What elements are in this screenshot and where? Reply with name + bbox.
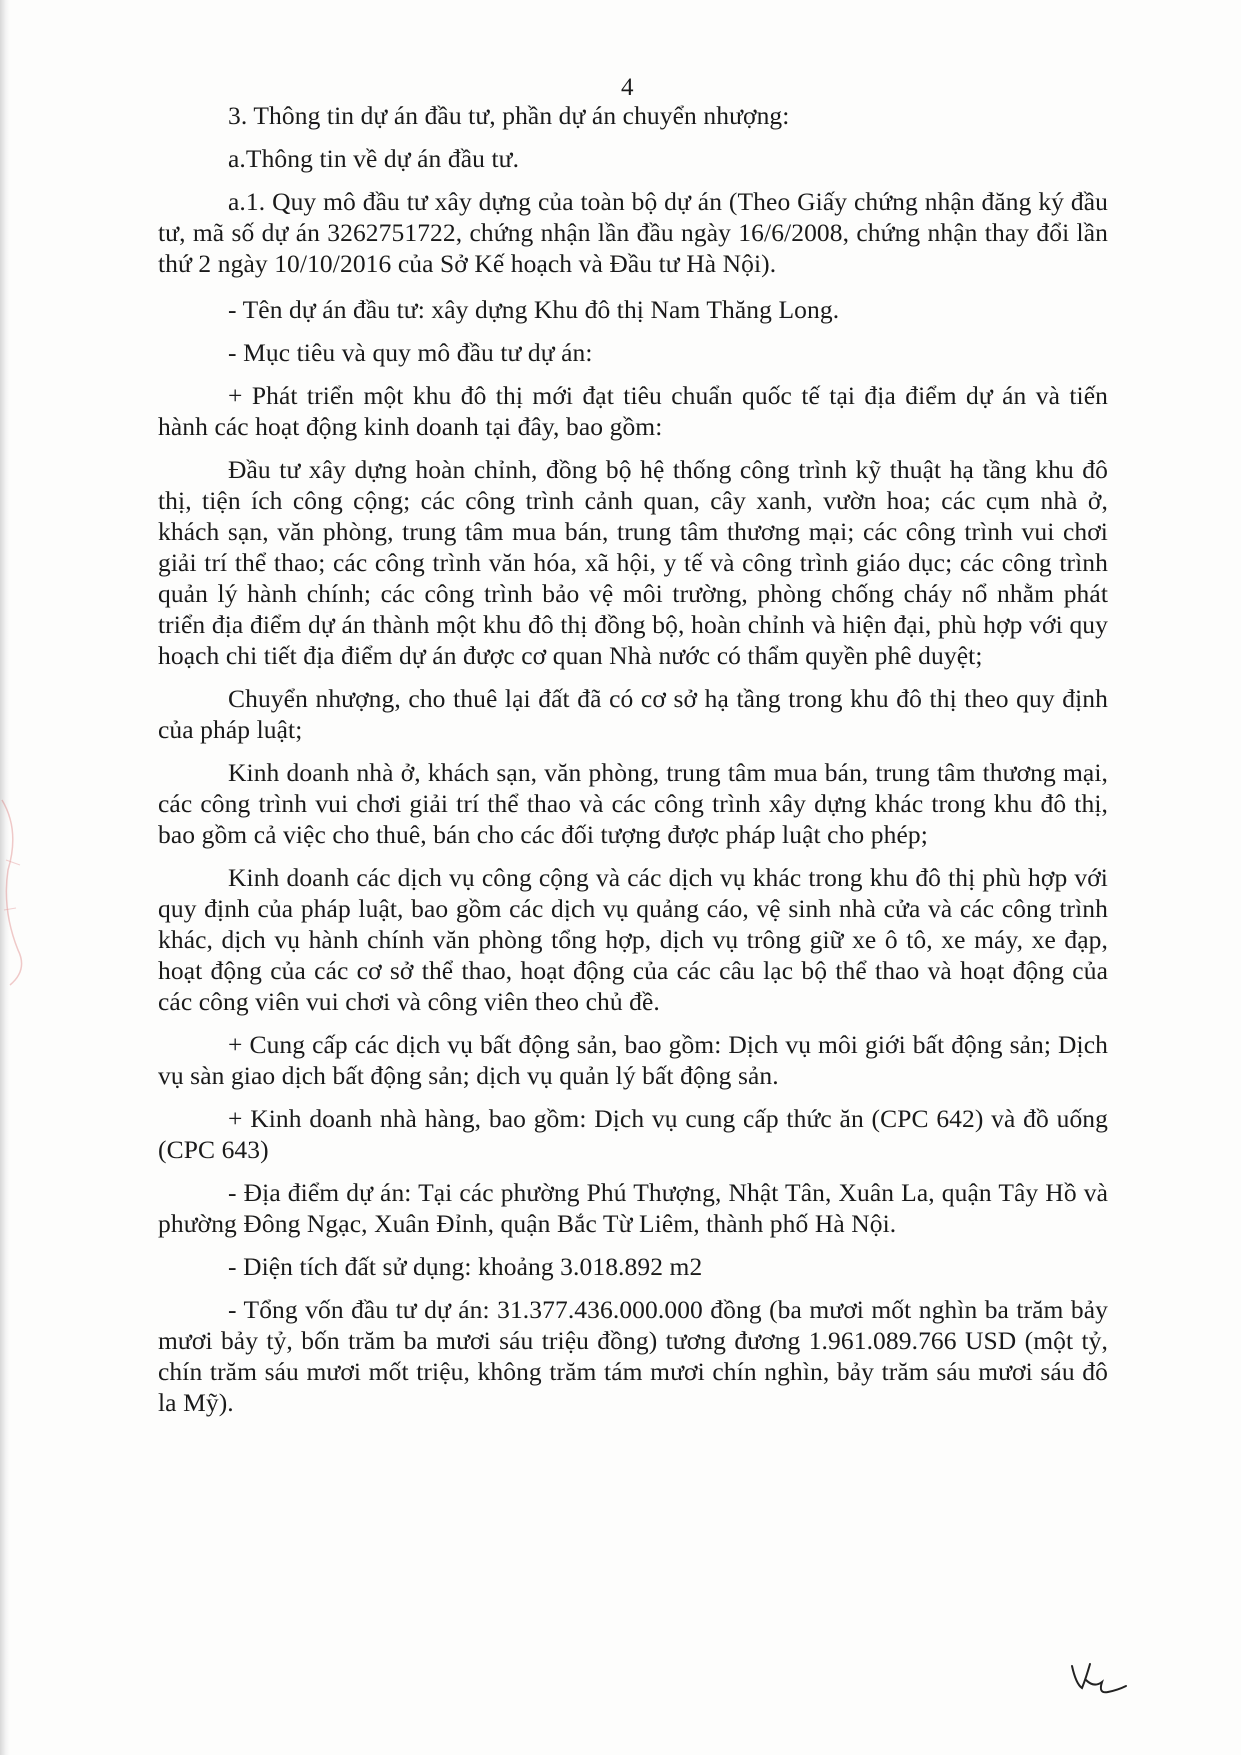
- paragraph-develop: + Phát triển một khu đô thị mới đạt tiêu chuẩn quốc tế tại địa điểm dự án và tiến hành các hoạt động kinh doanh tại đây, bao gồm:: [158, 381, 1108, 441]
- subsection-heading: a.Thông tin về dự án đầu tư.: [228, 144, 520, 173]
- paragraph-transfer: Chuyển nhượng, cho thuê lại đất đã có cơ sở hạ tầng trong khu đô thị theo quy định của pháp luật;: [158, 684, 1108, 744]
- signature-initials: [1068, 1658, 1128, 1698]
- document-body: [158, 100, 1108, 1418]
- page-number: 4: [621, 74, 634, 101]
- paragraph-land-area: - Diện tích đất sử dụng: khoảng 3.018.892 m2: [228, 1252, 703, 1281]
- paragraph-real-estate: + Cung cấp các dịch vụ bất động sản, bao gồm: Dịch vụ môi giới bất động sản; Dịch vụ sàn giao dịch bất động sản; dịch vụ quản lý bất động sản.: [158, 1030, 1108, 1090]
- paragraph-location: - Địa điểm dự án: Tại các phường Phú Thượng, Nhật Tân, Xuân La, quận Tây Hồ và phường Đông Ngạc, Xuân Đỉnh, quận Bắc Từ Liêm, thành phố Hà Nội.: [158, 1178, 1108, 1238]
- paragraph-public-services: Kinh doanh các dịch vụ công cộng và các dịch vụ khác trong khu đô thị phù hợp với quy định của pháp luật, bao gồm các dịch vụ quảng cáo, vệ sinh nhà cửa và các công trình khác, dịch vụ hành chính văn phòng tổng hợp, dịch vụ trông giữ xe ô tô, xe máy, xe đạp, hoạt động của các cơ sở thể thao, hoạt động của các câu lạc bộ thể thao và hoạt động của các công viên vui chơi và công viên theo chủ đề.: [158, 863, 1108, 1016]
- stamp-edge-mark: [0, 790, 40, 990]
- paragraph-objectives: - Mục tiêu và quy mô đầu tư dự án:: [228, 338, 593, 367]
- paragraph-business-housing: Kinh doanh nhà ở, khách sạn, văn phòng, trung tâm mua bán, trung tâm thương mại, các công trình vui chơi giải trí thể thao và các công trình xây dựng khác trong khu đô thị, bao gồm cả việc cho thuê, bán cho các đối tượng được pháp luật cho phép;: [158, 758, 1108, 849]
- paragraph-total-capital: - Tổng vốn đầu tư dự án: 31.377.436.000.000 đồng (ba mươi mốt nghìn ba trăm bảy mươi bảy tỷ, bốn trăm ba mươi sáu triệu đồng) tương đương 1.961.089.766 USD (một tỷ, chín trăm sáu mươi mốt triệu, không trăm tám mươi chín nghìn, bảy trăm sáu mươi sáu đô la Mỹ).: [158, 1295, 1108, 1417]
- paragraph-construction: Đầu tư xây dựng hoàn chỉnh, đồng bộ hệ thống công trình kỹ thuật hạ tầng khu đô thị, tiện ích công cộng; các công trình cảnh quan, cây xanh, vườn hoa; các cụm nhà ở, khách sạn, văn phòng, trung tâm mua bán, trung tâm thương mại; các công trình vui chơi giải trí thể thao; các công trình văn hóa, xã hội, y tế và công trình giáo dục; các công trình quản lý hành chính; các công trình bảo vệ môi trường, phòng chống cháy nổ nhằm phát triển địa điểm dự án thành một khu đô thị đồng bộ, hoàn chỉnh và hiện đại, phù hợp với quy hoạch chi tiết địa điểm dự án được cơ quan Nhà nước có thẩm quyền phê duyệt;: [158, 455, 1108, 670]
- paragraph-project-name: - Tên dự án đầu tư: xây dựng Khu đô thị Nam Thăng Long.: [228, 295, 840, 324]
- section-heading: 3. Thông tin dự án đầu tư, phần dự án chuyển nhượng:: [228, 101, 790, 130]
- paragraph-scale: a.1. Quy mô đầu tư xây dựng của toàn bộ dự án (Theo Giấy chứng nhận đăng ký đầu tư, mã số dự án 3262751722, chứng nhận lần đầu ngày 16/6/2008, chứng nhận thay đổi lần thứ 2 ngày 10/10/2016 của Sở Kế hoạch và Đầu tư Hà Nội).: [158, 187, 1108, 278]
- paragraph-restaurant: + Kinh doanh nhà hàng, bao gồm: Dịch vụ cung cấp thức ăn (CPC 642) và đồ uống (CPC 643): [158, 1104, 1108, 1164]
